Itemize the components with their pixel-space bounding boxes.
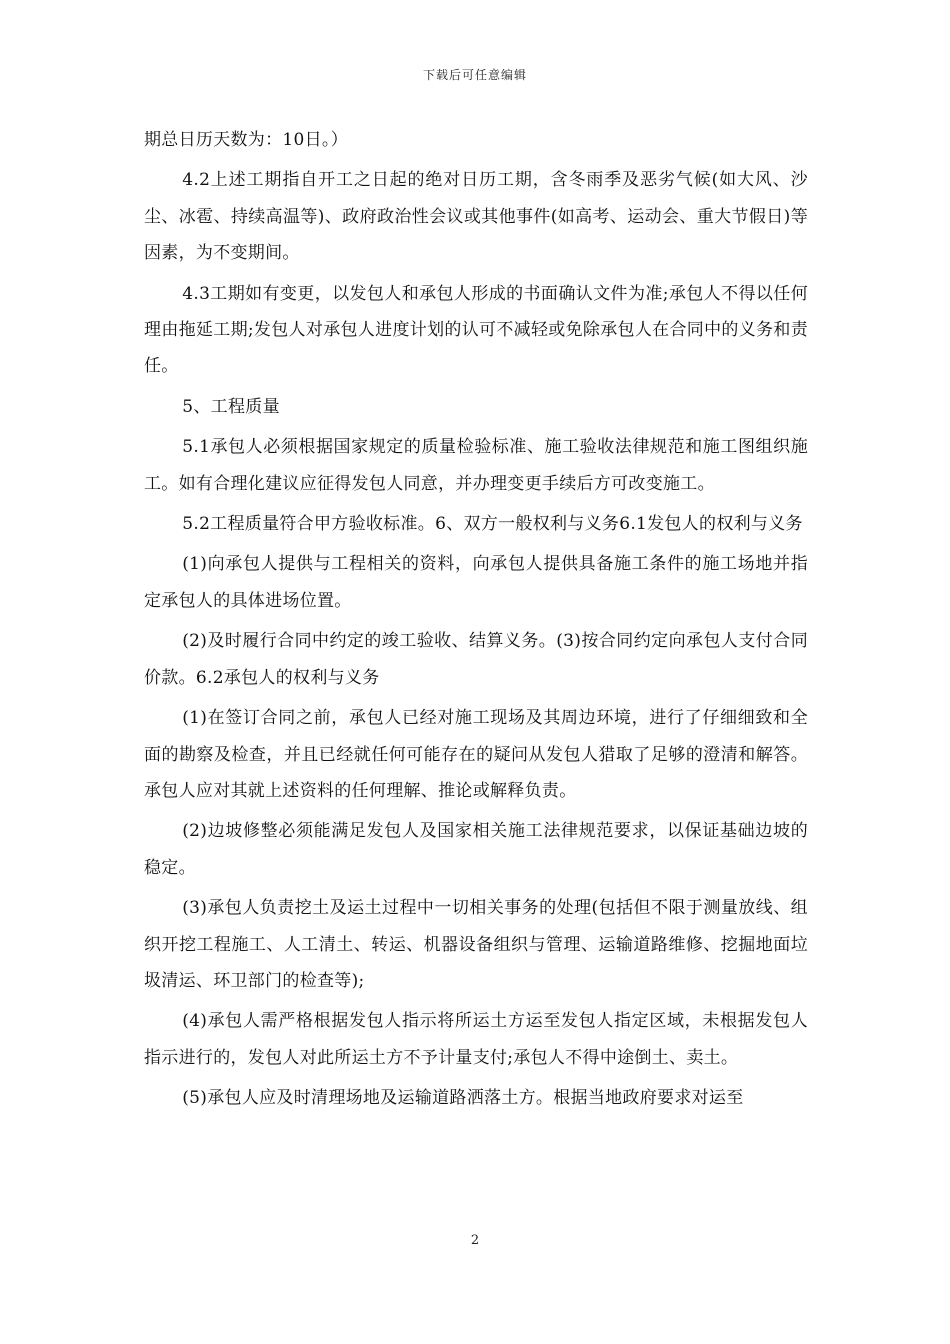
document-body <box>144 122 808 1121</box>
paragraph-6-2-item-4: (4)承包人需严格根据发包人指示将所运土方运至发包人指定区域，未根据发包人指示进行的，发包人对此所运土方不予计量支付;承包人不得中途倒土、卖土。 <box>144 1011 808 1068</box>
paragraph-continued-duration: 期总日历天数为：10日。） <box>144 130 349 150</box>
section-heading-5: 5、工程质量 <box>182 396 280 417</box>
paragraph-5-1: 5.1承包人必须根据国家规定的质量检验标准、施工验收法律规范和施工图组织施工。如有合理化建议应征得发包人同意，并办理变更手续后方可改变施工。 <box>144 437 808 494</box>
paragraph-4-3: 4.3工期如有变更，以发包人和承包人形成的书面确认文件为准;承包人不得以任何理由拖延工期;发包人对承包人进度计划的认可不减轻或免除承包人在合同中的义务和责任。 <box>144 283 808 377</box>
paragraph-6-2-item-2: (2)边坡修整必须能满足发包人及国家相关施工法律规范要求，以保证基础边坡的稳定。 <box>144 821 808 878</box>
paragraph-6-2-item-5: (5)承包人应及时清理场地及运输道路洒落土方。根据当地政府要求对运至 <box>182 1088 744 1109</box>
paragraph-4-2: 4.2上述工期指自开工之日起的绝对日历工期，含冬雨季及恶劣气候(如大风、沙尘、冰雹、持续高温等)、政府政治性会议或其他事件(如高考、运动会、重大节假日)等因素，为不变期间。 <box>144 170 808 264</box>
page-number: 2 <box>470 1233 480 1248</box>
page-header: 下载后可任意编辑 <box>422 68 527 82</box>
paragraph-6-2-item-3: (3)承包人负责挖土及运土过程中一切相关事务的处理(包括但不限于测量放线、组织开挖工程施工、人工清土、转运、机器设备组织与管理、运输道路维修、挖掘地面垃圾清运、环卫部门的检查等); <box>144 898 808 991</box>
paragraph-6-1-item-2-3: (2)及时履行合同中约定的竣工验收、结算义务。(3)按合同约定向承包人支付合同价款。6.2承包人的权利与义务 <box>144 631 808 688</box>
paragraph-5-2: 5.2工程质量符合甲方验收标准。6、双方一般权利与义务6.1发包人的权利与义务 <box>182 514 803 535</box>
paragraph-6-2-item-1: (1)在签订合同之前，承包人已经对施工现场及其周边环境，进行了仔细细致和全面的勘察及检查，并且已经就任何可能存在的疑问从发包人猎取了足够的澄清和解答。承包人应对其就上述资料的任何理解、推论或解释负责。 <box>144 708 808 801</box>
paragraph-6-1-item-1: (1)向承包人提供与工程相关的资料，向承包人提供具备施工条件的施工场地并指定承包人的具体进场位置。 <box>144 554 808 611</box>
